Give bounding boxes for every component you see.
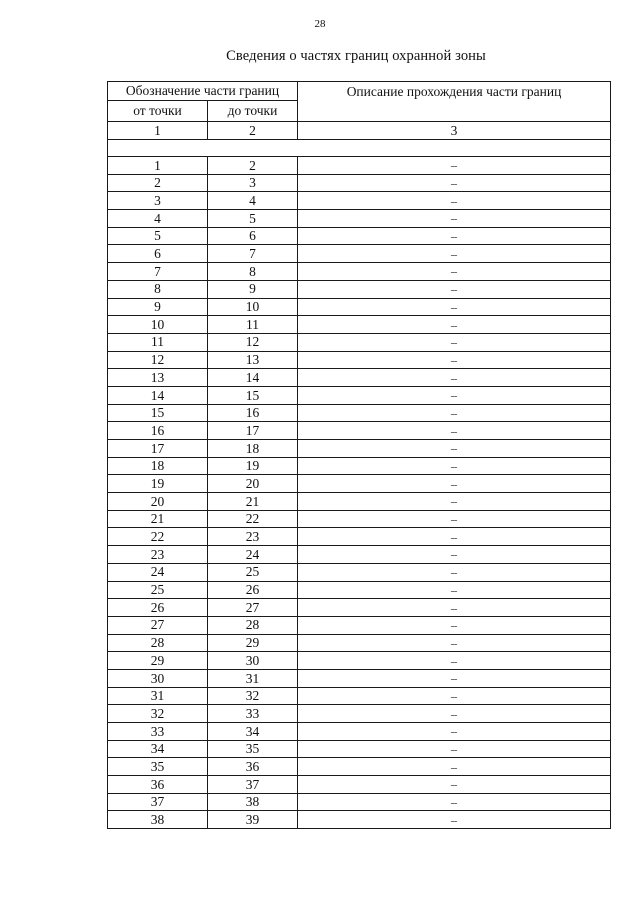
from-point-cell: 27 — [108, 616, 208, 634]
description-cell: – — [298, 210, 611, 228]
table-row — [108, 227, 611, 245]
from-point-cell: 31 — [108, 687, 208, 705]
to-point-cell: 31 — [208, 669, 298, 687]
document-title: Сведения о частях границ охранной зоны — [226, 48, 486, 64]
description-cell: – — [298, 440, 611, 458]
to-point-cell: 18 — [208, 440, 298, 458]
description-cell: – — [298, 705, 611, 723]
from-point-cell: 33 — [108, 723, 208, 741]
table-row — [108, 386, 611, 404]
from-point-cell: 26 — [108, 599, 208, 617]
description-cell: – — [298, 776, 611, 794]
to-point-cell: 27 — [208, 599, 298, 617]
table-row — [108, 546, 611, 564]
from-point-cell: 12 — [108, 351, 208, 369]
table-row — [108, 457, 611, 475]
description-cell: – — [298, 351, 611, 369]
to-point-cell: 8 — [208, 263, 298, 281]
table-row — [108, 333, 611, 351]
from-point-cell: 4 — [108, 210, 208, 228]
to-point-cell: 23 — [208, 528, 298, 546]
from-point-cell: 5 — [108, 227, 208, 245]
description-cell: – — [298, 386, 611, 404]
from-point-cell: 21 — [108, 510, 208, 528]
description-cell: – — [298, 475, 611, 493]
table-row — [108, 740, 611, 758]
table-row — [108, 493, 611, 511]
description-cell: – — [298, 581, 611, 599]
table-row — [108, 440, 611, 458]
table-row — [108, 263, 611, 281]
to-point-cell: 15 — [208, 386, 298, 404]
description-cell: – — [298, 298, 611, 316]
to-point-cell: 28 — [208, 616, 298, 634]
to-point-cell: 30 — [208, 652, 298, 670]
table-row — [108, 599, 611, 617]
from-point-cell: 13 — [108, 369, 208, 387]
to-point-cell: 22 — [208, 510, 298, 528]
description-cell: – — [298, 740, 611, 758]
from-point-cell: 6 — [108, 245, 208, 263]
from-point-cell: 14 — [108, 386, 208, 404]
table-row — [108, 687, 611, 705]
description-cell: – — [298, 723, 611, 741]
table-body — [108, 157, 611, 829]
table-row — [108, 705, 611, 723]
description-cell: – — [298, 599, 611, 617]
description-cell: – — [298, 457, 611, 475]
table-row — [108, 669, 611, 687]
to-point-cell: 34 — [208, 723, 298, 741]
table-row — [108, 316, 611, 334]
from-point-cell: 3 — [108, 192, 208, 210]
from-point-cell: 35 — [108, 758, 208, 776]
table-row — [108, 811, 611, 829]
from-point-cell: 32 — [108, 705, 208, 723]
from-point-cell: 10 — [108, 316, 208, 334]
description-cell: – — [298, 528, 611, 546]
to-point-cell: 11 — [208, 316, 298, 334]
to-point-cell: 37 — [208, 776, 298, 794]
table-row — [108, 652, 611, 670]
to-point-cell: 9 — [208, 280, 298, 298]
table-row — [108, 581, 611, 599]
description-cell: – — [298, 563, 611, 581]
to-point-cell: 17 — [208, 422, 298, 440]
from-point-cell: 37 — [108, 793, 208, 811]
description-cell: – — [298, 546, 611, 564]
description-cell: – — [298, 811, 611, 829]
table-row — [108, 510, 611, 528]
description-cell: – — [298, 758, 611, 776]
from-point-cell: 30 — [108, 669, 208, 687]
description-cell: – — [298, 280, 611, 298]
to-point-cell: 38 — [208, 793, 298, 811]
column-number-3: 3 — [298, 122, 611, 140]
to-point-cell: 39 — [208, 811, 298, 829]
to-point-cell: 20 — [208, 475, 298, 493]
from-point-cell: 29 — [108, 652, 208, 670]
from-point-cell: 18 — [108, 457, 208, 475]
to-point-cell: 12 — [208, 333, 298, 351]
to-point-cell: 3 — [208, 174, 298, 192]
description-cell: – — [298, 510, 611, 528]
to-point-cell: 32 — [208, 687, 298, 705]
from-point-cell: 15 — [108, 404, 208, 422]
from-point-cell: 36 — [108, 776, 208, 794]
to-point-cell: 35 — [208, 740, 298, 758]
from-point-cell: 25 — [108, 581, 208, 599]
description-cell: – — [298, 422, 611, 440]
table-row — [108, 245, 611, 263]
table-row — [108, 210, 611, 228]
to-point-cell: 4 — [208, 192, 298, 210]
to-point-cell: 33 — [208, 705, 298, 723]
from-point-cell: 24 — [108, 563, 208, 581]
to-point-cell: 7 — [208, 245, 298, 263]
to-point-cell: 2 — [208, 157, 298, 175]
table-row — [108, 298, 611, 316]
to-point-cell: 29 — [208, 634, 298, 652]
description-cell: – — [298, 793, 611, 811]
from-point-cell: 7 — [108, 263, 208, 281]
description-cell: – — [298, 493, 611, 511]
page-number: 28 — [314, 18, 326, 30]
description-cell: – — [298, 652, 611, 670]
description-cell: – — [298, 404, 611, 422]
table-row — [108, 422, 611, 440]
from-point-cell: 28 — [108, 634, 208, 652]
table-row — [108, 758, 611, 776]
table-row — [108, 174, 611, 192]
section-separator-row — [108, 140, 611, 157]
description-cell: – — [298, 263, 611, 281]
table-row — [108, 616, 611, 634]
to-point-cell: 14 — [208, 369, 298, 387]
from-point-cell: 9 — [108, 298, 208, 316]
table-row — [108, 528, 611, 546]
header-boundary-designation: Обозначение части границ — [108, 82, 298, 101]
from-point-cell: 16 — [108, 422, 208, 440]
table-row — [108, 634, 611, 652]
to-point-cell: 19 — [208, 457, 298, 475]
table-row — [108, 280, 611, 298]
from-point-cell: 8 — [108, 280, 208, 298]
table-row — [108, 369, 611, 387]
from-point-cell: 11 — [108, 333, 208, 351]
to-point-cell: 24 — [208, 546, 298, 564]
header-description: Описание прохождения части границ — [298, 82, 611, 122]
to-point-cell: 25 — [208, 563, 298, 581]
from-point-cell: 19 — [108, 475, 208, 493]
from-point-cell: 17 — [108, 440, 208, 458]
description-cell: – — [298, 687, 611, 705]
to-point-cell: 5 — [208, 210, 298, 228]
from-point-cell: 20 — [108, 493, 208, 511]
table-row — [108, 776, 611, 794]
description-cell: – — [298, 192, 611, 210]
table-row — [108, 351, 611, 369]
description-cell: – — [298, 616, 611, 634]
from-point-cell: 22 — [108, 528, 208, 546]
description-cell: – — [298, 333, 611, 351]
to-point-cell: 16 — [208, 404, 298, 422]
header-to-point: до точки — [208, 101, 298, 122]
to-point-cell: 10 — [208, 298, 298, 316]
to-point-cell: 26 — [208, 581, 298, 599]
table-row — [108, 723, 611, 741]
to-point-cell: 36 — [208, 758, 298, 776]
description-cell: – — [298, 369, 611, 387]
description-cell: – — [298, 669, 611, 687]
description-cell: – — [298, 227, 611, 245]
from-point-cell: 34 — [108, 740, 208, 758]
to-point-cell: 6 — [208, 227, 298, 245]
description-cell: – — [298, 245, 611, 263]
table-row — [108, 475, 611, 493]
header-from-point: от точки — [108, 101, 208, 122]
column-number-2: 2 — [208, 122, 298, 140]
to-point-cell: 13 — [208, 351, 298, 369]
from-point-cell: 2 — [108, 174, 208, 192]
table-row — [108, 157, 611, 175]
column-number-1: 1 — [108, 122, 208, 140]
table-row — [108, 404, 611, 422]
from-point-cell: 23 — [108, 546, 208, 564]
from-point-cell: 1 — [108, 157, 208, 175]
description-cell: – — [298, 174, 611, 192]
boundary-parts-table — [107, 81, 611, 829]
from-point-cell: 38 — [108, 811, 208, 829]
table-row — [108, 563, 611, 581]
table-row — [108, 192, 611, 210]
description-cell: – — [298, 316, 611, 334]
description-cell: – — [298, 634, 611, 652]
table-row — [108, 793, 611, 811]
description-cell: – — [298, 157, 611, 175]
to-point-cell: 21 — [208, 493, 298, 511]
